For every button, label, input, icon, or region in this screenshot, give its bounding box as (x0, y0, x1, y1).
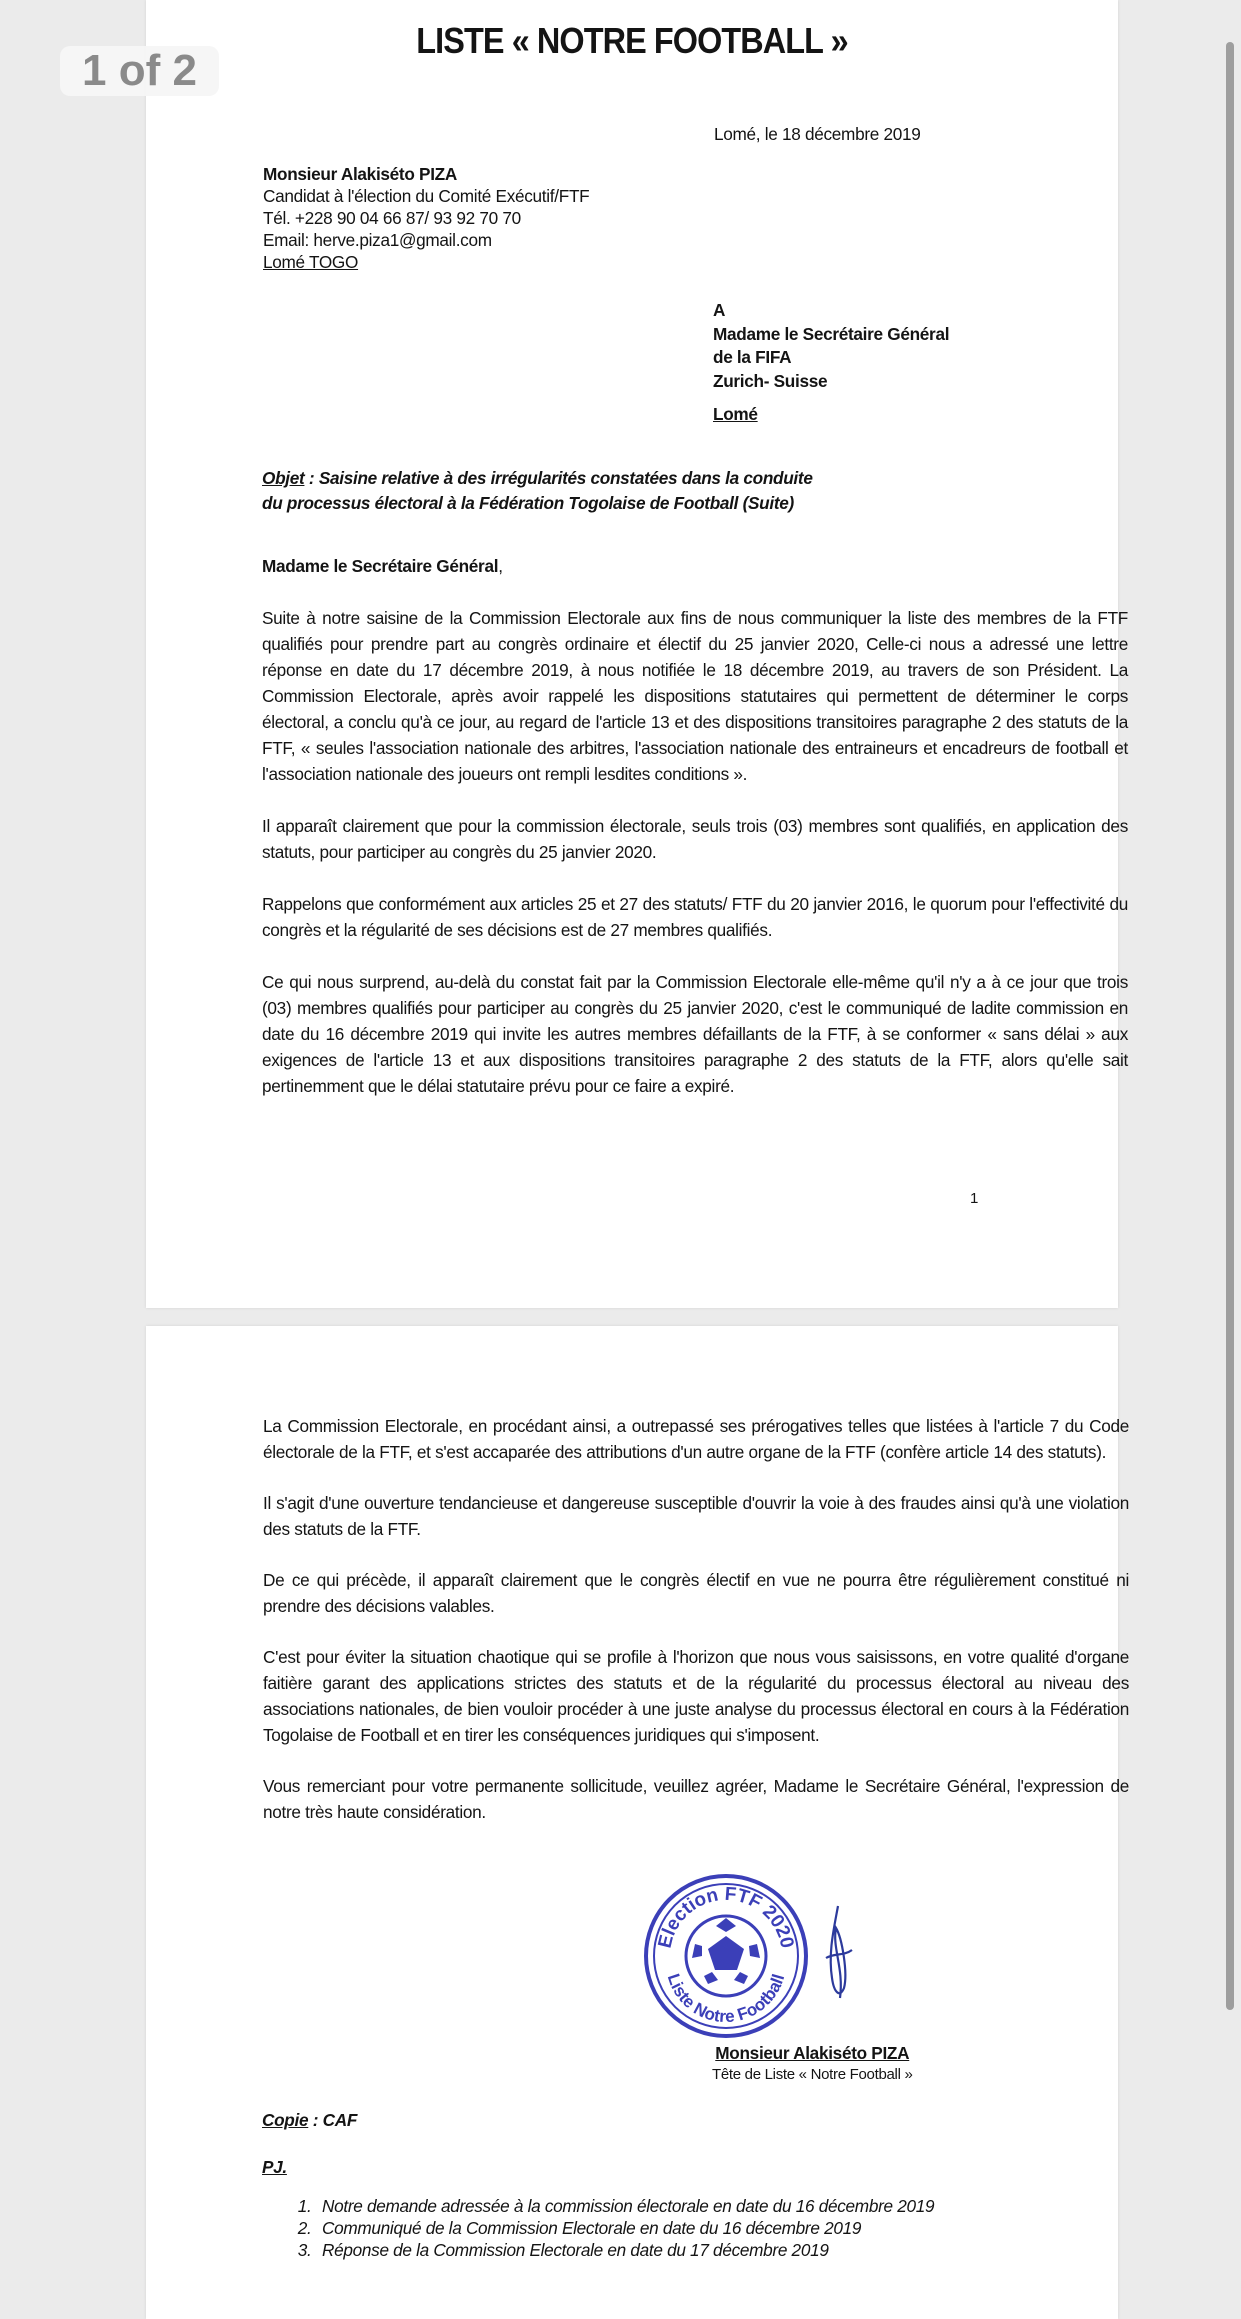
paragraph-6: Il s'agit d'une ouverture tendancieuse et dangereuse susceptible d'ouvrir la voie à des fraudes ainsi qu'à une violation des statuts de la FTF. (263, 1493, 1129, 1539)
recipient-prefix: A (713, 300, 726, 320)
page-number: 1 (970, 1190, 979, 1207)
handwritten-signature (814, 1898, 862, 2008)
salutation-punct: , (498, 556, 503, 576)
attachment-item: 1. Notre demande adressée à la commission électorale en date du 16 décembre 2019 (316, 2195, 934, 2217)
paragraph-3: Rappelons que conformément aux articles 25 et 27 des statuts/ FTF du 20 janvier 2016, le quorum pour l'effectivité du congrès et la régularité de ses décisions est de 27 membres qualifiés. (262, 894, 1128, 940)
copy-label: Copie (262, 2110, 309, 2130)
document-page-2 (146, 1326, 1129, 2319)
copy-line (262, 2107, 357, 2133)
paragraph-8: C'est pour éviter la situation chaotique qui se profile à l'horizon que nous vous saisissons, en votre qualité d'organe faitière garant des applications strictes des statuts et de la régularité du processus électoral au niveau des associations nationales, de bien vouloir procéder à une juste analyse du processus électoral en cours à la Fédération Togolaise de Football et en tirer les conséquences juridiques qui s'imposent. (263, 1647, 1129, 1745)
salutation-text: Madame le Secrétaire Général (262, 556, 499, 576)
paragraph-9: Vous remerciant pour votre permanente sollicitude, veuillez agréer, Madame le Secrétaire Général, l'expression de notre très haute considération. (263, 1776, 1129, 1822)
salutation (262, 553, 503, 579)
body-page2 (263, 1413, 1129, 1825)
object-block (262, 466, 813, 516)
election-stamp (636, 1866, 816, 2046)
signatory-name: Monsieur Alakiséto PIZA (715, 2043, 910, 2063)
recipient-block (713, 299, 949, 427)
copy-separator: : (308, 2110, 323, 2130)
sender-block (263, 163, 589, 273)
sender-tel: Tél. +228 90 04 66 87/ 93 92 70 70 (263, 208, 521, 228)
object-line1: Saisine relative à des irrégularités constatées dans la conduite (318, 468, 813, 488)
object-label: Objet (262, 468, 305, 488)
recipient-line1: Madame le Secrétaire Général (713, 323, 950, 344)
recipient-line3: Zurich- Suisse (713, 370, 828, 391)
page-counter: 1 of 2 (60, 46, 219, 96)
body-page1 (262, 605, 1128, 1099)
stamp-bottom-text: Liste Notre Football (663, 1971, 789, 2027)
object-separator: : (304, 468, 319, 488)
place-date: Lomé, le 18 décembre 2019 (714, 124, 921, 144)
sender-role: Candidat à l'élection du Comité Exécutif/FTF (263, 186, 590, 206)
paragraph-5: La Commission Electorale, en procédant ainsi, a outrepassé ses prérogatives telles que listées à l'article 7 du Code électorale de la FTF, et s'est accaparée des attributions d'un autre organe de la FTF (confère article 14 des statuts). (263, 1416, 1129, 1462)
copy-value: CAF (322, 2110, 358, 2130)
attachments-label: PJ. (262, 2157, 287, 2177)
document-page-1 (146, 0, 1128, 1308)
signatory-block (712, 2042, 913, 2086)
attachments-list (292, 2195, 934, 2261)
attachment-item: 3. Réponse de la Commission Electorale en date du 17 décembre 2019 (316, 2239, 934, 2261)
paragraph-7: De ce qui précède, il apparaît clairement que le congrès électif en vue ne pourra être régulièrement constitué ni prendre des décisions valables. (263, 1570, 1129, 1616)
signatory-title: Tête de Liste « Notre Football » (712, 2066, 913, 2083)
sender-email: Email: herve.piza1@gmail.com (263, 230, 492, 250)
paragraph-1: Suite à notre saisine de la Commission Electorale aux fins de nous communiquer la liste des membres de la FTF qualifiés pour prendre part au congrès ordinaire et électif du 25 janvier 2020, Celle-ci nous a adressé une lettre réponse en date du 17 décembre 2019, à nous notifiée le 18 décembre 2019, au travers de son Président. La Commission Electorale, après avoir rappelé les dispositions statutaires qui permettent de déterminer le corps électoral, a conclu qu'à ce jour, au regard de l'article 13 et des dispositions transitoires paragraphe 2 des statuts de la FTF, « seules l'association nationale des arbitres, l'association nationale des entraineurs et encadreurs de football et l'association nationale des joueurs ont rempli lesdites conditions ». (262, 608, 1128, 784)
paragraph-4: Ce qui nous surprend, au-delà du constat fait par la Commission Electorale elle-même qu'il n'y a à ce jour que trois (03) membres qualifiés pour participer au congrès du 25 janvier 2020, c'est le communiqué de ladite commission en date du 16 décembre 2019 qui invite les autres membres défaillants de la FTF, à se conformer « sans délai » aux exigences de l'article 13 et aux dispositions transitoires paragraphe 2 des statuts de la FTF, alors qu'elle sait pertinemment que le délai statutaire prévu pour ce faire a expiré. (262, 972, 1128, 1096)
document-title: LISTE « NOTRE FOOTBALL » (416, 20, 848, 61)
svg-text:Liste Notre Football (664, 1971, 789, 2026)
paragraph-2: Il apparaît clairement que pour la commission électorale, seuls trois (03) membres sont qualifiés, en application des statuts, pour participer au congrès du 25 janvier 2020. (262, 816, 1128, 862)
recipient-line2: de la FIFA (713, 347, 792, 367)
sender-city: Lomé TOGO (263, 252, 359, 272)
recipient-city: Lomé (713, 404, 758, 424)
sender-name: Monsieur Alakiséto PIZA (263, 164, 457, 184)
attachment-item: 2. Communiqué de la Commission Electorale en date du 16 décembre 2019 (316, 2217, 934, 2239)
stamp-top-text: Election FTF 2020 (654, 1883, 798, 1951)
object-line2: du processus électoral à la Fédération Togolaise de Football (Suite) (262, 493, 794, 513)
vertical-scrollbar[interactable] (1226, 42, 1234, 2010)
